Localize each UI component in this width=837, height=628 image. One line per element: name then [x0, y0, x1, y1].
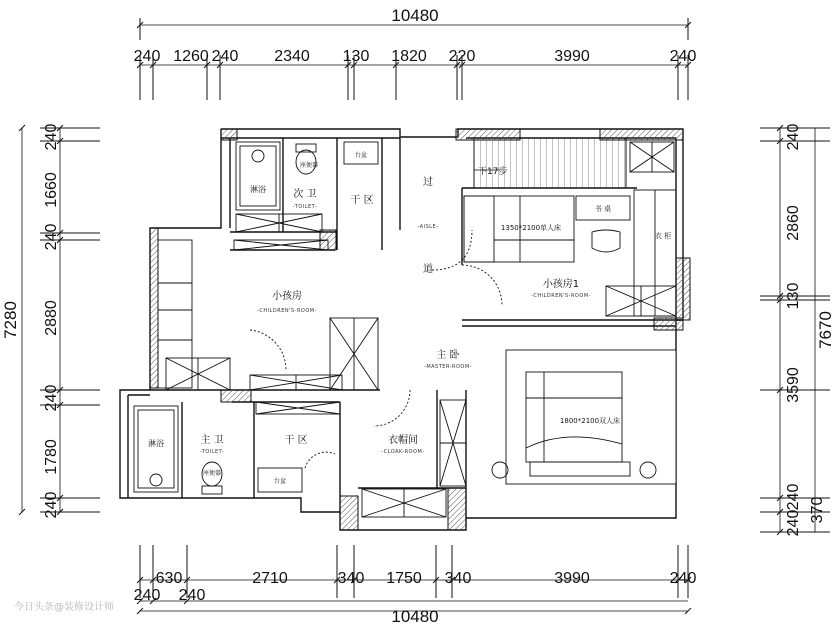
bathtub-top	[236, 142, 280, 210]
single-bed	[464, 196, 574, 262]
dim-left-seg: 240	[43, 123, 60, 151]
room-dry-area-top: 干 区	[350, 195, 374, 206]
cabinet-kids-room-bottom	[250, 318, 378, 390]
dim-bottom-seg: 340	[444, 570, 472, 587]
room-aisle-char1: 过	[423, 177, 433, 188]
dim-bottom-seg: 240	[178, 587, 206, 604]
dim-top-seg: 1260	[173, 48, 209, 65]
dim-top-seg: 240	[669, 48, 697, 65]
basin-top-label: 台盆	[354, 152, 368, 159]
dim-right-total: 7670	[816, 311, 835, 349]
dim-top-seg: 240	[133, 48, 161, 65]
staircase	[474, 138, 626, 188]
room-master-sub: -MASTER-ROOM-	[424, 364, 472, 370]
dimension-right	[780, 128, 815, 532]
dim-top-seg: 1820	[391, 48, 427, 65]
room-kids-1: 小孩房1	[542, 279, 580, 290]
room-second-bath-sub: -TOILET-	[292, 204, 318, 210]
cabinet-top-right	[630, 142, 674, 172]
dim-left-seg: 240	[43, 384, 60, 412]
room-master-bath: 主 卫	[200, 435, 224, 446]
basin-bottom	[258, 468, 302, 492]
dim-bottom-seg: 240	[133, 587, 161, 604]
room-aisle-char2: 道	[423, 264, 433, 275]
basin-top	[344, 142, 378, 164]
room-aisle-sub: -AISLE-	[417, 224, 439, 230]
room-dry-area-bottom: 干 区	[284, 435, 308, 446]
dim-bottom-seg: 2710	[252, 570, 288, 587]
dim-top-seg: 2340	[274, 48, 310, 65]
dim-right-seg: 130	[785, 282, 802, 310]
watermark: 今日头条@装修设计师	[14, 602, 114, 613]
toilet-bottom	[202, 462, 222, 494]
toilet-bottom-label: 座便器	[202, 470, 222, 477]
cabinet-cloak-bottom	[362, 489, 446, 517]
room-kids: 小孩房	[272, 291, 302, 302]
desk-label: 书 桌	[594, 205, 612, 213]
room-cloak-sub: -CLOAK-ROOM-	[381, 449, 425, 455]
wardrobe-label: 衣 柜	[654, 232, 672, 240]
dim-right-seg: 370	[809, 496, 826, 524]
dim-left-seg: 1780	[43, 439, 60, 475]
dim-bottom-seg: 340	[337, 570, 365, 587]
dim-right-seg: 2860	[785, 205, 802, 241]
cabinet-master-bath-top	[256, 402, 340, 414]
dim-top-seg: 130	[342, 48, 370, 65]
dim-bottom-segments	[134, 570, 697, 604]
cabinet-center-bathrooms	[234, 214, 328, 250]
dim-right-seg: 240	[785, 509, 802, 537]
room-kids-1-sub: -CHILDREN'S-ROOM-	[531, 293, 591, 299]
room-master: 主 卧	[436, 350, 460, 361]
bathtub-bottom-label: 淋浴	[148, 439, 164, 448]
dim-left-total: 7280	[1, 301, 20, 339]
dim-left-seg: 240	[43, 223, 60, 251]
dim-right-seg: 240	[785, 123, 802, 151]
dim-bottom-seg: 1750	[386, 570, 422, 587]
double-bed	[492, 350, 676, 484]
dim-top-segments	[134, 48, 697, 65]
room-cloak: 衣帽间	[388, 435, 418, 446]
bathtub-top-label: 淋浴	[250, 185, 266, 194]
dim-right-seg: 240	[785, 483, 802, 511]
dim-left-segments	[43, 124, 60, 519]
dim-right-seg: 3590	[785, 367, 802, 403]
bathtub-bottom	[134, 406, 178, 492]
basin-bottom-label: 台盆	[273, 478, 287, 485]
door-swings	[250, 230, 502, 468]
dim-left-seg: 240	[43, 491, 60, 519]
stairs-label: 下17步	[478, 167, 508, 177]
room-second-bath: 次 卫	[293, 189, 317, 200]
double-bed-label: 1800*2100双人床	[559, 417, 621, 425]
desk	[576, 196, 630, 252]
toilet-top	[296, 144, 318, 174]
dim-bottom-seg: 630	[155, 570, 183, 587]
room-kids-sub: -CHILDREN'S-ROOM-	[257, 308, 317, 314]
dim-top-seg: 240	[211, 48, 239, 65]
dim-bottom-seg: 3990	[554, 570, 590, 587]
dim-bottom-total: 10480	[391, 607, 439, 626]
dim-top-seg: 3990	[554, 48, 590, 65]
dim-top-total: 10480	[391, 6, 439, 25]
cabinet-cloak-right	[440, 400, 466, 486]
dim-left-seg: 2880	[43, 300, 60, 336]
dim-bottom-seg: 240	[669, 570, 697, 587]
toilet-top-label: 座便器	[299, 162, 319, 169]
dim-left-seg: 1660	[43, 172, 60, 208]
cabinet-left-wall	[158, 240, 230, 390]
dim-top-seg: 220	[448, 48, 476, 65]
room-master-bath-sub: -TOILET-	[199, 449, 225, 455]
single-bed-label: 1350*2100单人床	[500, 224, 562, 232]
cabinet-right-wardrobe	[606, 190, 676, 316]
